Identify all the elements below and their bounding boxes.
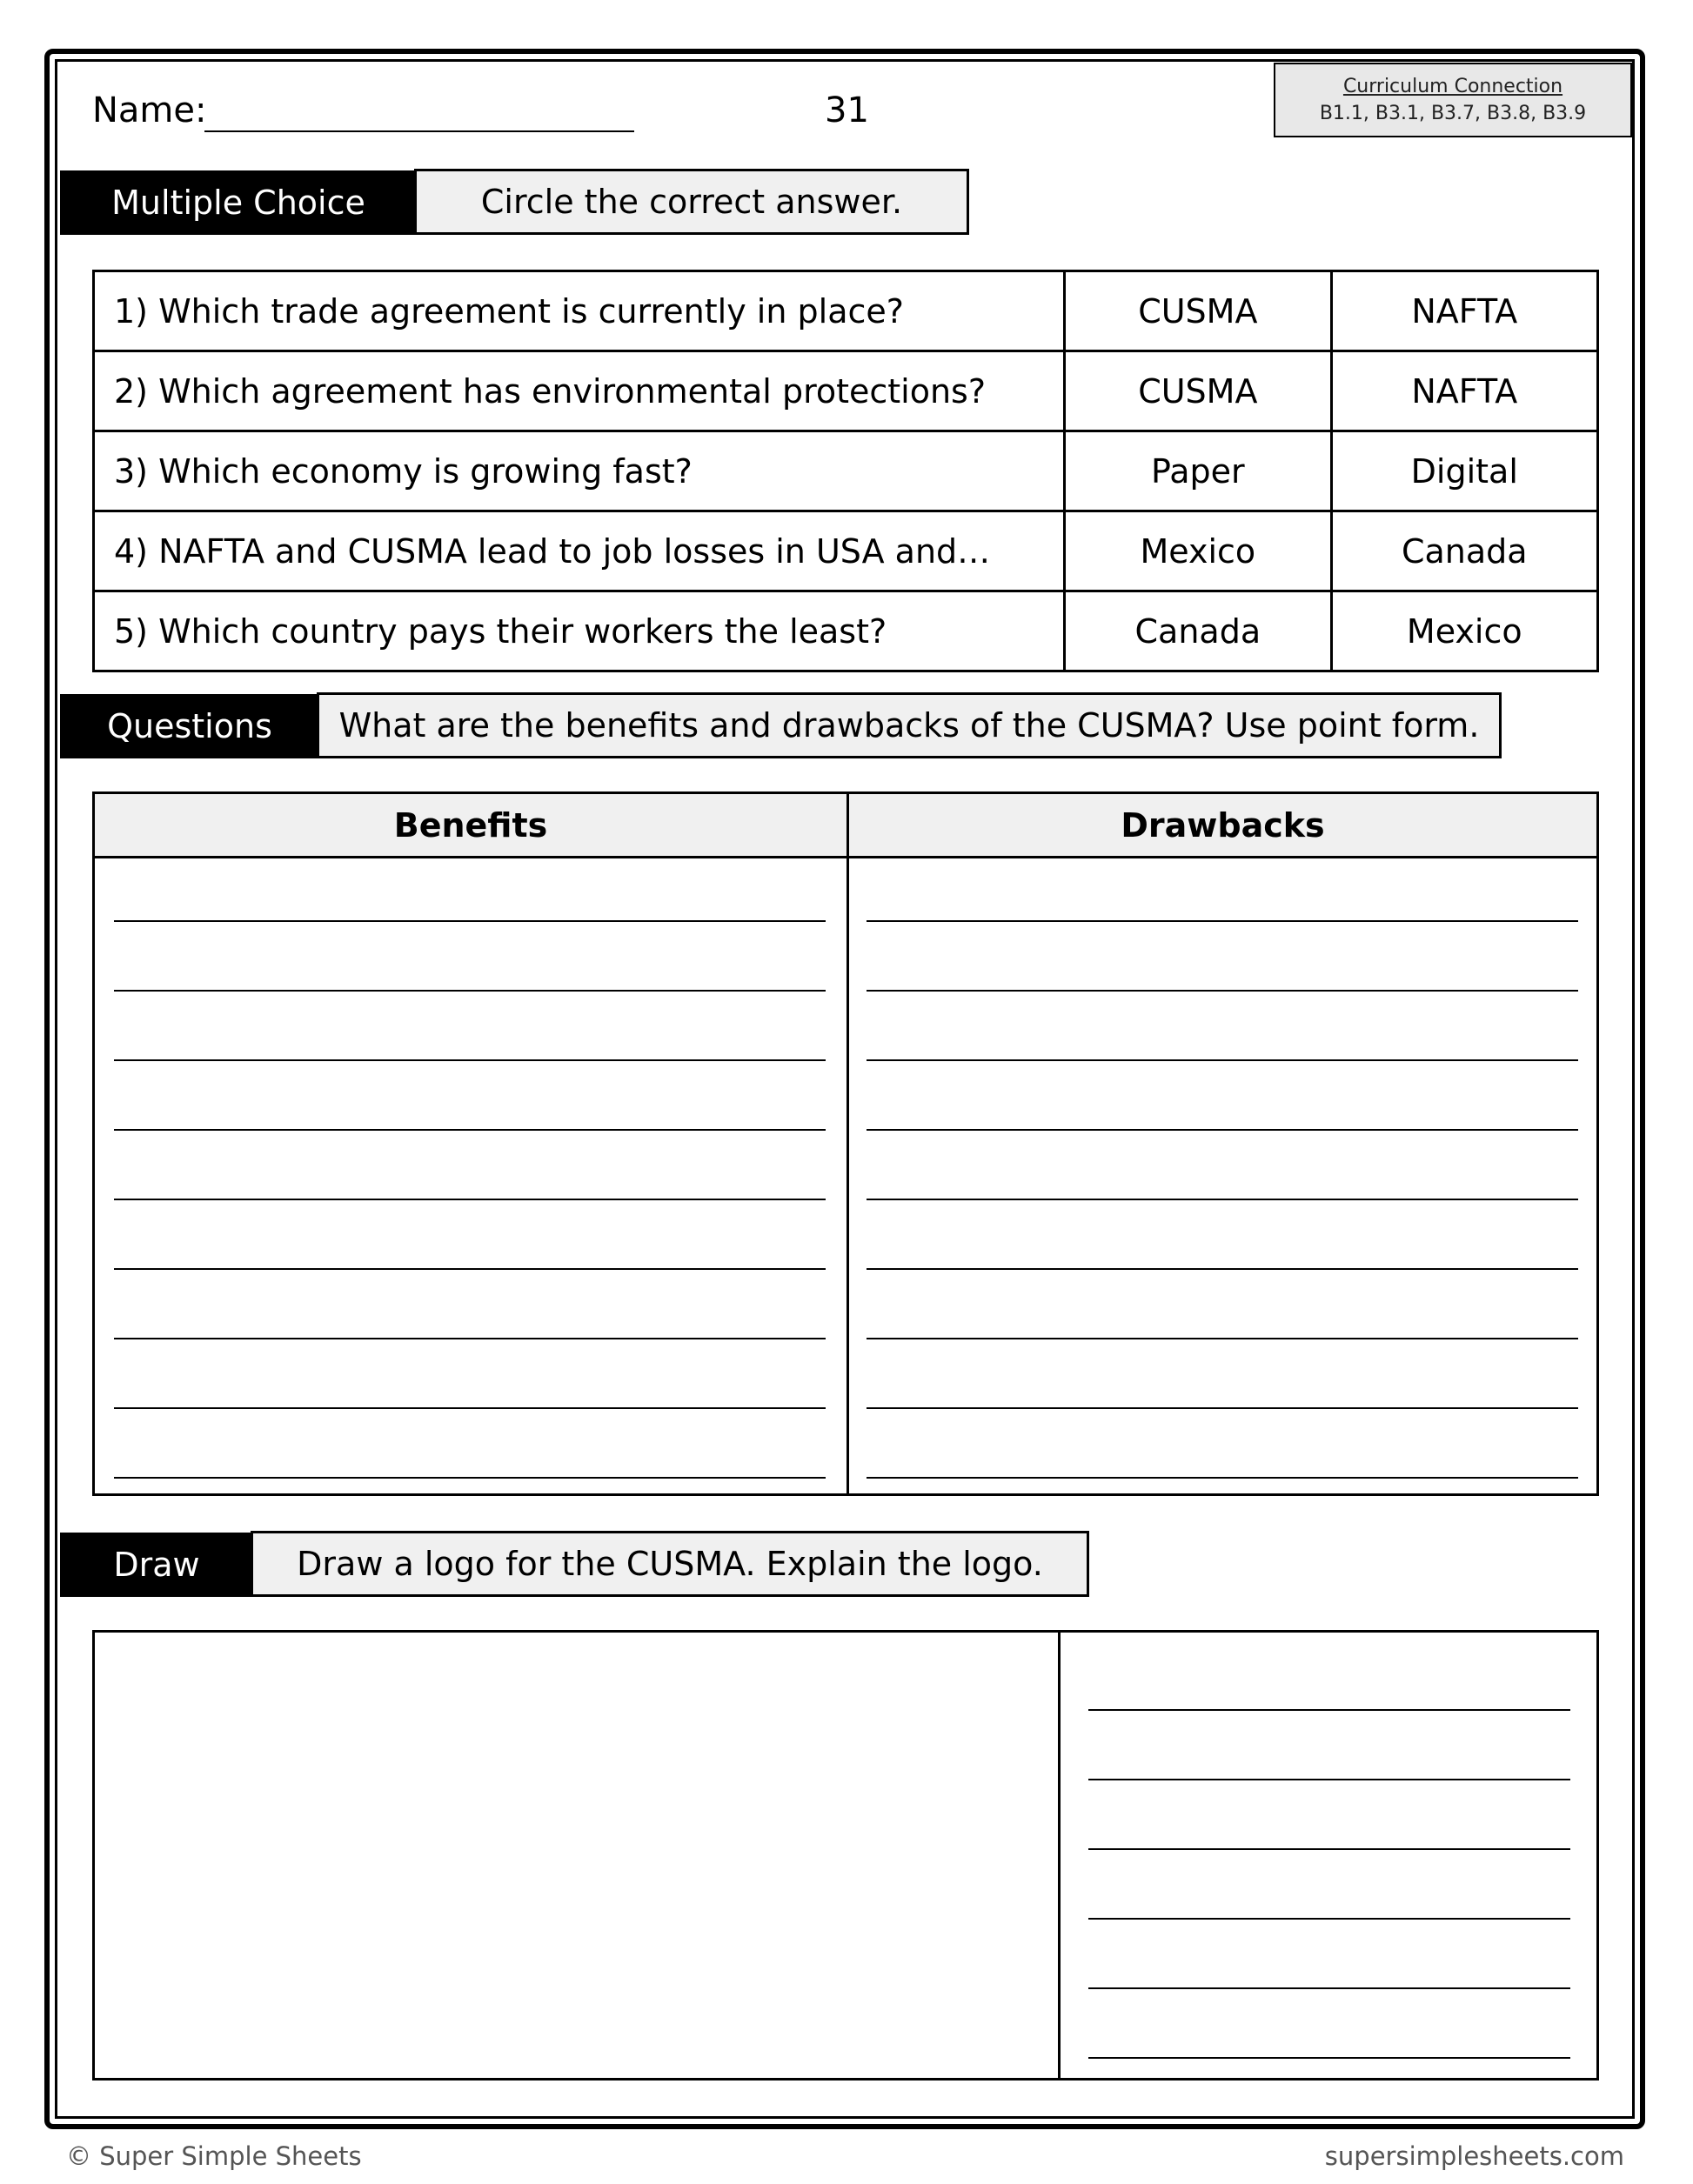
writing-line[interactable] [1088,1779,1570,1780]
writing-line[interactable] [114,1407,826,1409]
writing-line[interactable] [1088,1987,1570,1989]
writing-line[interactable] [114,920,826,922]
draw-area [92,1630,1599,2080]
writing-line[interactable] [114,1059,826,1061]
writing-line[interactable] [114,990,826,992]
writing-line[interactable] [867,1129,1578,1131]
name-field[interactable] [204,130,634,132]
writing-line[interactable] [114,1477,826,1479]
questions-instruction: What are the benefits and drawbacks of the CUSMA? Use point form. [317,692,1502,758]
answer-option[interactable]: Mexico [1331,591,1597,671]
curriculum-codes: B1.1, B3.1, B3.7, B3.8, B3.9 [1319,103,1587,124]
answer-option[interactable]: CUSMA [1065,271,1331,351]
writing-line[interactable] [114,1199,826,1200]
draw-instruction: Draw a logo for the CUSMA. Explain the logo. [251,1531,1089,1597]
writing-line[interactable] [1088,1848,1570,1850]
writing-line[interactable] [1088,1709,1570,1711]
question-text: 3) Which economy is growing fast? [94,431,1065,511]
benefits-drawbacks-table [92,791,1599,1496]
answer-option[interactable]: NAFTA [1331,351,1597,431]
answer-option[interactable]: Paper [1065,431,1331,511]
table-row [94,271,1598,351]
copyright-text: © Super Simple Sheets [66,2141,362,2171]
draw-label: Draw [60,1533,253,1597]
writing-line[interactable] [867,1059,1578,1061]
writing-line[interactable] [867,1338,1578,1339]
table-row [94,511,1598,591]
writing-line[interactable] [867,990,1578,992]
writing-line[interactable] [867,1477,1578,1479]
multiple-choice-instruction: Circle the correct answer. [414,169,969,235]
writing-line[interactable] [114,1268,826,1270]
writing-line[interactable] [867,1407,1578,1409]
drawbacks-header: Drawbacks [849,794,1596,858]
question-text: 1) Which trade agreement is currently in place? [94,271,1065,351]
question-text: 5) Which country pays their workers the least? [94,591,1065,671]
website-text: supersimplesheets.com [1324,2141,1624,2171]
writing-line[interactable] [867,1199,1578,1200]
page-number: 31 [825,90,869,130]
questions-label: Questions [60,694,319,758]
curriculum-connection-box [1274,63,1632,137]
writing-line[interactable] [114,1129,826,1131]
table-row [94,351,1598,431]
answer-option[interactable]: Mexico [1065,511,1331,591]
writing-line[interactable] [114,1338,826,1339]
answer-option[interactable]: NAFTA [1331,271,1597,351]
multiple-choice-label: Multiple Choice [60,170,417,235]
multiple-choice-table [92,270,1599,672]
curriculum-title: Curriculum Connection [1342,76,1563,97]
question-text: 4) NAFTA and CUSMA lead to job losses in USA and… [94,511,1065,591]
draw-divider [1058,1633,1061,2078]
answer-option[interactable]: CUSMA [1065,351,1331,431]
answer-option[interactable]: Digital [1331,431,1597,511]
writing-line[interactable] [867,1268,1578,1270]
writing-line[interactable] [1088,1918,1570,1920]
table-row [94,591,1598,671]
column-divider [846,794,849,1493]
answer-option[interactable]: Canada [1065,591,1331,671]
answer-option[interactable]: Canada [1331,511,1597,591]
table-row [94,431,1598,511]
question-text: 2) Which agreement has environmental protections? [94,351,1065,431]
writing-line[interactable] [867,920,1578,922]
benefits-header: Benefits [95,794,846,858]
writing-line[interactable] [1088,2057,1570,2059]
name-label: Name: [92,90,207,130]
logo-drawing-area[interactable] [95,1633,1058,2078]
